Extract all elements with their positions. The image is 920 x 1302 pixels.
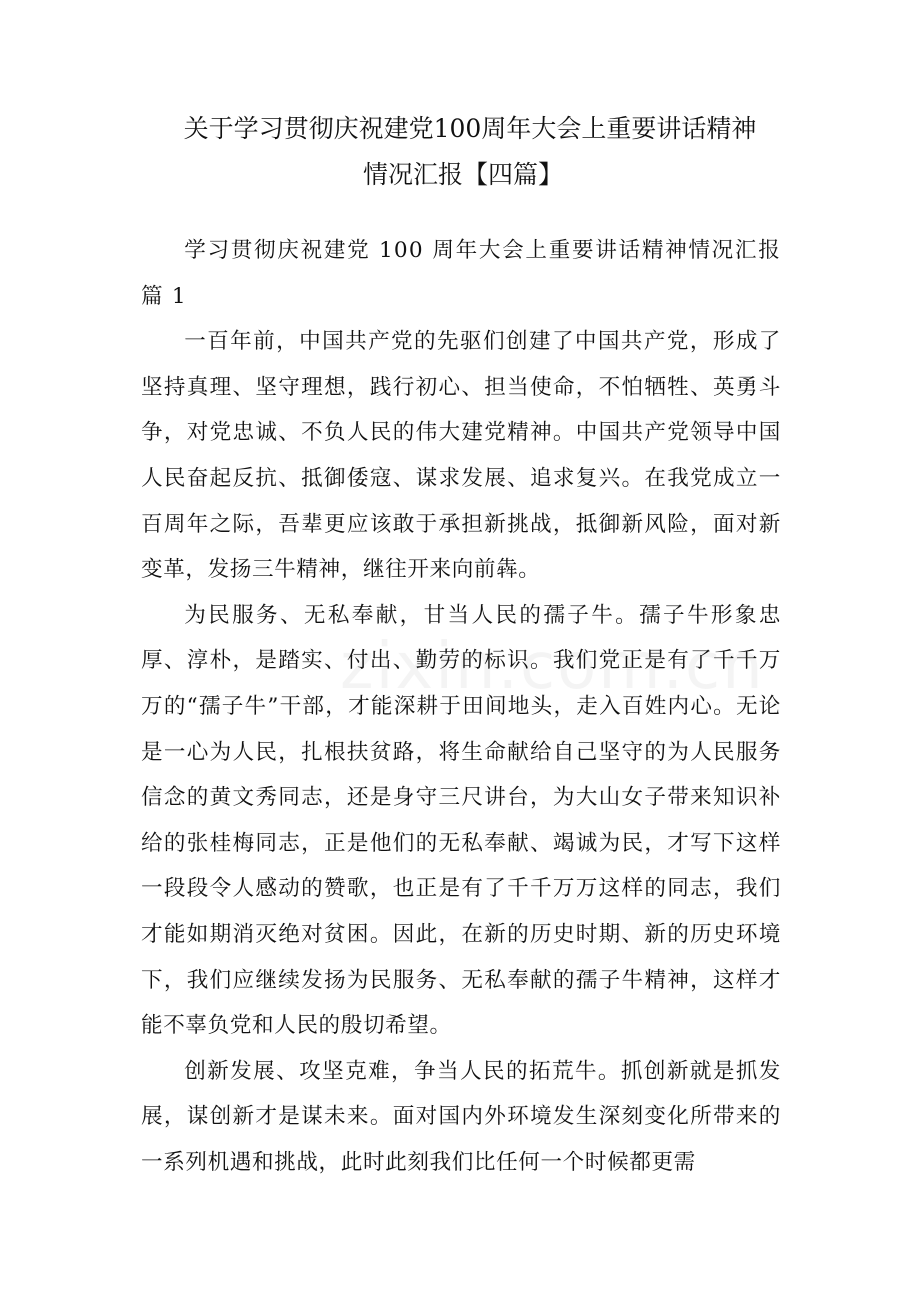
document-title-line-1: 关于学习贯彻庆祝建党100周年大会上重要讲话精神 (183, 114, 757, 143)
paragraph-2: 为民服务、无私奉献，甘当人民的孺子牛。孺子牛形象忠厚、淳朴，是踏实、付出、勤劳的标识。我们党正是有了千千万万的“孺子牛”干部，才能深耕于田间地头，走入百姓内心。无论是一心为人民，扎根扶贫路，将生命献给自己坚守的为人民服务信念的黄文秀同志，还是身守三尺讲台，为大山女子带来知识补给的张桂梅同志，正是他们的无私奉献、竭诚为民，才写下这样一段段令人感动的赞歌，也正是有了千千万万这样的同志，我们才能如期消灭绝对贫困。因此，在新的历史时期、新的历史环境下，我们应继续发扬为民服务、无私奉献的孺子牛精神，这样才能不辜负党和人民的殷切希望。 (141, 602, 781, 1039)
paragraph-1: 一百年前，中国共产党的先驱们创建了中国共产党，形成了坚持真理、坚守理想，践行初心、担当使命，不怕牺牲、英勇斗争，对党忠诚、不负人民的伟大建党精神。中国共产党领导中国人民奋起反抗、抵御倭寇、谋求发展、追求复兴。在我党成立一百周年之际，吾辈更应该敢于承担新挑战，抵御新风险，面对新变革，发扬三牛精神，继往开来向前犇。 (141, 329, 781, 583)
document-body (141, 228, 781, 1185)
document-title-line-2: 情况汇报【四篇】 (362, 160, 563, 189)
paragraph-3: 创新发展、攻坚克难，争当人民的拓荒牛。抓创新就是抓发展，谋创新才是谋未来。面对国内外环境发生深刻变化所带来的一系列机遇和挑战，此时此刻我们比任何一个时候都更需 (141, 1058, 781, 1175)
section-subheading: 学习贯彻庆祝建党 100 周年大会上重要讲话精神情况汇报篇 1 (141, 238, 781, 309)
